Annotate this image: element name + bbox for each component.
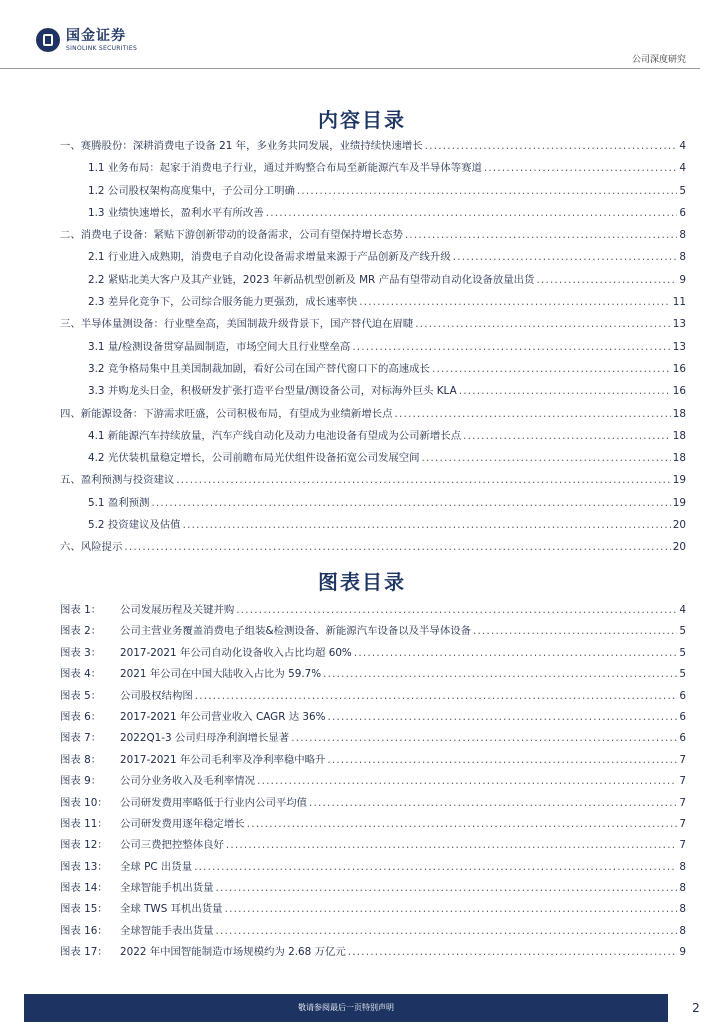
dot-leader	[453, 251, 678, 263]
figure-entry-title: 2017-2021 年公司营业收入 CAGR 达 36%	[120, 710, 326, 723]
toc-entry[interactable]	[60, 516, 686, 538]
dot-leader	[194, 861, 677, 873]
figure-entry-page: 6	[679, 689, 686, 702]
figure-entry[interactable]	[60, 729, 686, 750]
dot-leader	[257, 775, 677, 787]
dot-leader	[327, 754, 677, 766]
figure-entry[interactable]	[60, 836, 686, 857]
report-type-label: 公司深度研究	[631, 55, 686, 65]
dot-leader	[422, 452, 671, 464]
toc-entry[interactable]	[60, 538, 686, 560]
figure-entry-title: 公司三费把控整体良好	[120, 839, 224, 852]
dot-leader	[225, 903, 678, 915]
figure-number: 图表 14：	[60, 882, 108, 895]
figure-entry[interactable]	[60, 858, 686, 879]
figure-entry[interactable]	[60, 644, 686, 665]
figure-number: 图表 6：	[60, 710, 102, 723]
dot-leader	[247, 818, 678, 830]
figure-entry-title: 公司股权结构图	[120, 689, 193, 702]
figure-entry-page: 6	[679, 732, 686, 745]
toc-entry-page: 5	[679, 184, 686, 197]
figure-entry-label	[60, 622, 471, 637]
figure-entry-page: 7	[679, 817, 686, 830]
dot-leader	[195, 690, 678, 702]
toc-entry[interactable]	[60, 338, 686, 360]
toc-entry-title: 3.2 竞争格局集中且美国制裁加剧，看好公司在国产替代窗口下的高速成长	[88, 362, 430, 375]
dot-leader	[323, 668, 677, 680]
table-of-contents	[60, 137, 686, 561]
toc-entry-page: 8	[679, 251, 686, 264]
toc-entry[interactable]	[60, 405, 686, 427]
dot-leader	[352, 341, 670, 353]
figure-entry[interactable]	[60, 772, 686, 793]
toc-entry[interactable]	[60, 159, 686, 181]
company-logo	[36, 28, 137, 52]
toc-entry[interactable]	[60, 137, 686, 159]
toc-entry-title: 五、盈利预测与投资建议	[60, 474, 175, 487]
figure-entry-page: 7	[679, 753, 686, 766]
toc-entry-title: 3.3 并购龙头日金，积极研发扩张打造平台型量/测设备公司，对标海外巨头 KLA	[88, 385, 457, 398]
figure-entry-title: 公司研发费用逐年稳定增长	[120, 817, 245, 830]
toc-entry-page: 4	[679, 140, 686, 152]
dot-leader	[395, 408, 671, 420]
toc-entry-title: 六、风险提示	[60, 541, 123, 554]
toc-entry-page: 9	[679, 273, 686, 286]
header-divider	[0, 68, 700, 69]
toc-entry-title: 1.3 业绩快速增长，盈利水平有所改善	[88, 206, 264, 219]
toc-entry-page: 16	[672, 362, 686, 375]
figure-entry-label	[60, 644, 352, 659]
toc-entry-page: 13	[672, 340, 686, 353]
figure-number: 图表 4：	[60, 668, 102, 681]
figure-number: 图表 12：	[60, 839, 108, 852]
figure-entry-label	[60, 665, 321, 680]
dot-leader	[425, 140, 678, 152]
dot-leader	[309, 797, 677, 809]
figure-entry-page: 8	[679, 882, 686, 895]
page-header	[0, 0, 724, 70]
dot-leader	[124, 541, 670, 553]
dot-leader	[473, 625, 677, 637]
toc-entry[interactable]	[60, 293, 686, 315]
figure-entry-title: 全球 PC 出货量	[120, 860, 193, 873]
toc-entry[interactable]	[60, 382, 686, 404]
toc-entry-page: 18	[672, 407, 686, 420]
figure-entry-title: 2021 年公司在中国大陆收入占比为 59.7%	[120, 668, 322, 681]
toc-entry-title: 三、半导体量测设备：行业壁垒高，美国制裁升级背景下，国产替代迫在眉睫	[60, 318, 414, 331]
figure-entry-title: 2017-2021 年公司自动化设备收入占比均超 60%	[120, 646, 352, 659]
figure-entry-page: 8	[679, 924, 686, 937]
toc-entry-title: 一、赛腾股份：深耕消费电子设备 21 年，多业务共同发展，业绩持续快速增长	[60, 140, 423, 152]
figure-entry-title: 2017-2021 年公司毛利率及净利率稳中略升	[120, 753, 326, 766]
dot-leader	[328, 711, 678, 723]
toc-entry[interactable]	[60, 248, 686, 270]
dot-leader	[536, 274, 677, 286]
toc-entry[interactable]	[60, 471, 686, 493]
figure-entry-title: 2022 年中国智能制造市场规模约为 2.68 万亿元	[120, 946, 346, 959]
dot-leader	[183, 519, 671, 531]
figure-entry-page: 9	[679, 946, 686, 959]
dot-leader	[415, 318, 670, 330]
figure-list-title: 图表目录	[318, 570, 406, 594]
figure-entry-label	[60, 836, 224, 851]
figure-entry[interactable]	[60, 922, 686, 943]
figure-number: 图表 1：	[60, 604, 102, 616]
toc-entry-title: 二、消费电子设备：紧贴下游创新带动的设备需求，公司有望保持增长态势	[60, 229, 403, 242]
dot-leader	[354, 647, 678, 659]
toc-entry-page: 20	[672, 519, 686, 532]
dot-leader	[236, 604, 677, 616]
figure-entry[interactable]	[60, 622, 686, 643]
figure-entry-label	[60, 772, 255, 787]
figure-entry[interactable]	[60, 751, 686, 772]
toc-entry-page: 20	[672, 541, 686, 554]
figure-entry-page: 8	[679, 860, 686, 873]
figure-entry-page: 5	[679, 625, 686, 638]
toc-entry-page: 8	[679, 229, 686, 242]
toc-entry-page: 19	[672, 496, 686, 509]
toc-entry[interactable]	[60, 315, 686, 337]
footer-disclaimer: 敬请参阅最后一页特别声明	[298, 1003, 394, 1012]
figure-number: 图表 11：	[60, 817, 108, 830]
toc-entry[interactable]	[60, 449, 686, 471]
page-footer	[24, 994, 668, 1022]
figure-entry-label	[60, 601, 234, 616]
toc-entry-page: 18	[672, 429, 686, 442]
figure-entry-label	[60, 708, 326, 723]
figure-number: 图表 3：	[60, 646, 102, 659]
figure-entry-page: 5	[679, 668, 686, 681]
dot-leader	[266, 207, 678, 219]
logo-english-name: SINOLINK SECURITIES	[66, 44, 138, 52]
figure-entry-label	[60, 687, 193, 702]
figure-entry-title: 公司发展历程及关键并购	[120, 604, 235, 616]
figure-number: 图表 16：	[60, 924, 108, 937]
toc-entry-page: 6	[679, 206, 686, 219]
figure-entry-title: 全球 TWS 耳机出货量	[120, 903, 223, 916]
dot-leader	[297, 185, 678, 197]
toc-entry[interactable]	[60, 494, 686, 516]
toc-entry-page: 18	[672, 452, 686, 465]
page-number: 2	[692, 1001, 700, 1015]
figure-number: 图表 17：	[60, 946, 108, 959]
figure-entry-page: 4	[679, 604, 686, 616]
toc-entry[interactable]	[60, 226, 686, 248]
toc-entry-title: 2.1 行业进入成熟期，消费电子自动化设备需求增量来源于产品创新及产线升级	[88, 251, 451, 264]
toc-entry-title: 4.1 新能源汽车持续放量，汽车产线自动化及动力电池设备有望成为公司新增长点	[88, 429, 462, 442]
figure-entry[interactable]	[60, 665, 686, 686]
toc-entry-title: 2.3 差异化竞争下，公司综合服务能力更强劲，成长速率快	[88, 296, 358, 309]
toc-entry-page: 11	[672, 296, 686, 309]
toc-entry-title: 5.1 盈利预测	[88, 496, 150, 509]
figure-entry[interactable]	[60, 815, 686, 836]
figure-number: 图表 7：	[60, 732, 102, 745]
logo-text	[66, 29, 137, 52]
figure-list	[60, 601, 686, 965]
figure-entry-page: 7	[679, 796, 686, 809]
figure-number: 图表 10：	[60, 796, 108, 809]
figure-entry-title: 公司分业务收入及毛利率情况	[120, 775, 256, 788]
figure-number: 图表 13：	[60, 860, 108, 873]
figure-entry-label	[60, 815, 245, 830]
dot-leader	[291, 732, 677, 744]
figure-number: 图表 9：	[60, 775, 102, 788]
toc-entry-title: 4.2 光伏装机量稳定增长，公司前瞻布局光伏组件设备拓宽公司发展空间	[88, 452, 420, 465]
toc-entry-title: 1.2 公司股权架构高度集中，子公司分工明确	[88, 184, 295, 197]
figure-entry-label	[60, 751, 325, 766]
figure-number: 图表 5：	[60, 689, 102, 702]
dot-leader	[176, 474, 670, 486]
figure-entry[interactable]	[60, 708, 686, 729]
toc-entry-title: 四、新能源设备：下游需求旺盛，公司积极布局，有望成为业绩新增长点	[60, 407, 393, 420]
figure-entry-label	[60, 879, 214, 894]
dot-leader	[216, 882, 678, 894]
sinolink-logo-icon	[36, 28, 60, 52]
figure-entry-label	[60, 943, 346, 958]
figure-entry-label	[60, 922, 214, 937]
figure-entry[interactable]	[60, 900, 686, 921]
toc-entry-title: 2.2 紧贴北美大客户及其产业链，2023 年新品机型创新及 MR 产品有望带动自动化设备放量出货	[88, 273, 535, 286]
toc-entry-title: 1.1 业务布局：起家于消费电子行业，通过并购整合布局至新能源汽车及半导体等赛道	[88, 162, 482, 175]
toc-entry-title: 5.2 投资建议及估值	[88, 519, 181, 532]
toc-entry[interactable]	[60, 427, 686, 449]
toc-entry-title: 3.1 量/检测设备贯穿晶圆制造，市场空间大且行业壁垒高	[88, 340, 351, 353]
figure-entry-page: 5	[679, 646, 686, 659]
figure-entry-title: 公司研发费用率略低于行业内公司平均值	[120, 796, 308, 809]
dot-leader	[432, 363, 671, 375]
dot-leader	[463, 430, 671, 442]
figure-number: 图表 2：	[60, 625, 102, 638]
figure-entry[interactable]	[60, 601, 686, 622]
figure-entry-title: 全球智能手机出货量	[120, 882, 214, 895]
figure-entry-label	[60, 729, 289, 744]
dot-leader	[405, 229, 677, 241]
toc-title: 内容目录	[318, 108, 406, 132]
figure-number: 图表 15：	[60, 903, 108, 916]
toc-entry[interactable]	[60, 182, 686, 204]
toc-entry-page: 13	[672, 318, 686, 331]
toc-entry-page: 4	[679, 162, 686, 175]
dot-leader	[348, 946, 678, 958]
figure-entry[interactable]	[60, 879, 686, 900]
figure-entry[interactable]	[60, 687, 686, 708]
dot-leader	[484, 162, 677, 174]
toc-entry[interactable]	[60, 360, 686, 382]
figure-entry[interactable]	[60, 794, 686, 815]
figure-entry-page: 8	[679, 903, 686, 916]
dot-leader	[359, 296, 671, 308]
figure-entry-title: 全球智能手表出货量	[120, 924, 214, 937]
figure-entry-page: 7	[679, 839, 686, 852]
toc-entry[interactable]	[60, 271, 686, 293]
toc-entry-page: 19	[672, 474, 686, 487]
dot-leader	[226, 839, 677, 851]
figure-entry-label	[60, 794, 307, 809]
figure-entry-page: 6	[679, 710, 686, 723]
dot-leader	[459, 385, 671, 397]
figure-entry-label	[60, 858, 192, 873]
figure-entry-title: 2022Q1-3 公司归母净利润增长显著	[120, 732, 290, 745]
logo-chinese-name: 国金证券	[66, 27, 126, 44]
dot-leader	[151, 497, 670, 509]
dot-leader	[216, 925, 678, 937]
figure-entry-page: 7	[679, 775, 686, 788]
figure-entry[interactable]	[60, 943, 686, 964]
toc-entry-page: 16	[672, 385, 686, 398]
figure-number: 图表 8：	[60, 753, 102, 766]
figure-entry-title: 公司主营业务覆盖消费电子组装&检测设备、新能源汽车设备以及半导体设备	[120, 625, 471, 638]
toc-entry[interactable]	[60, 204, 686, 226]
figure-entry-label	[60, 900, 223, 915]
